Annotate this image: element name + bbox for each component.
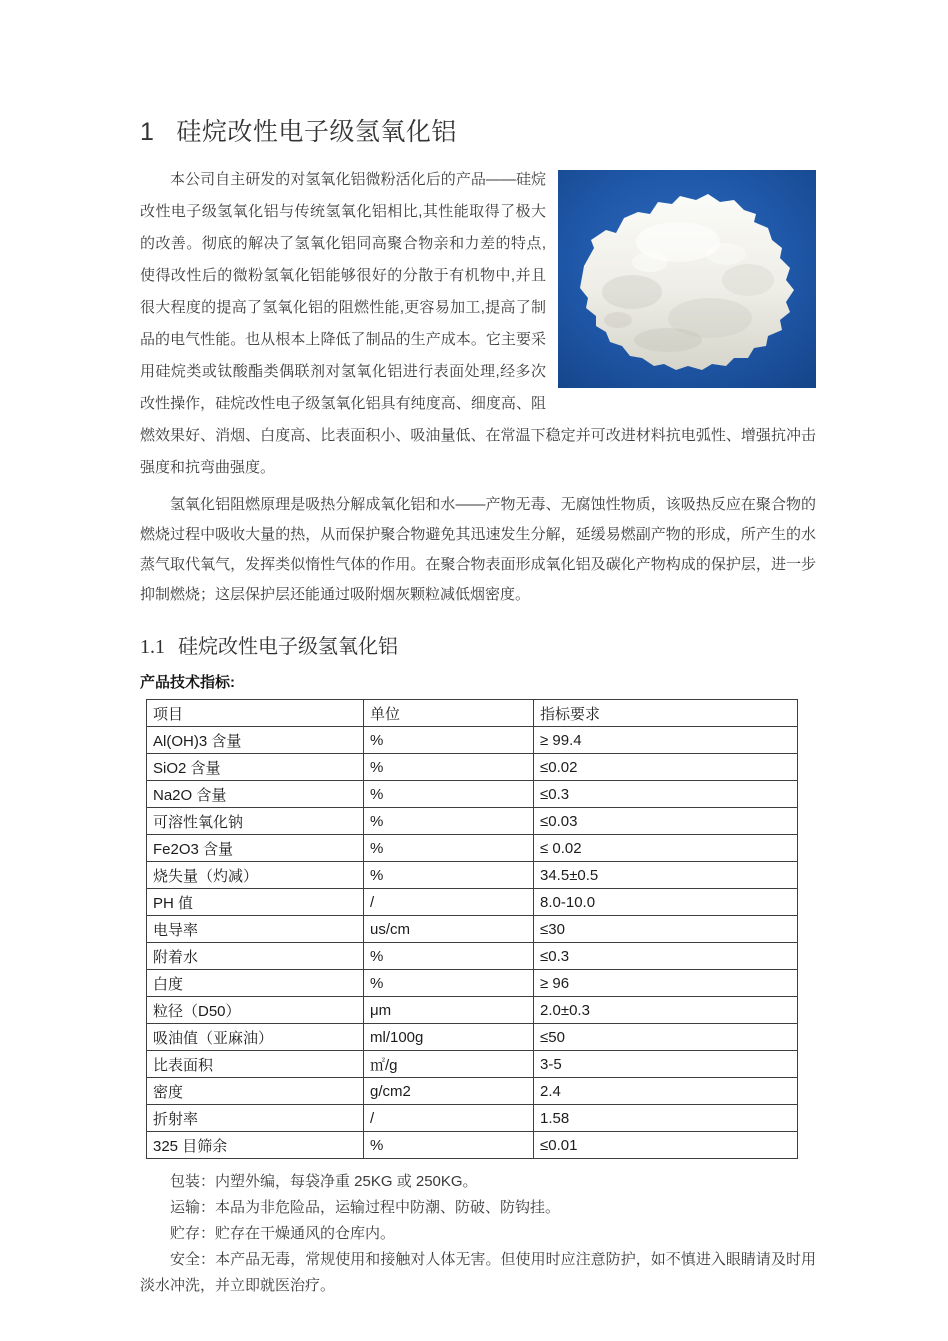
heading-number: 1	[140, 118, 155, 146]
note-storage: 贮存：贮存在干燥通风的仓库内。	[170, 1225, 396, 1242]
spec-table-label: 产品技术指标:	[140, 674, 235, 691]
cell-item: 电导率	[147, 916, 364, 943]
cell-unit: g/cm2	[364, 1078, 534, 1105]
table-row	[147, 754, 798, 781]
table-row	[147, 1051, 798, 1078]
cell-item: Na2O 含量	[147, 781, 364, 808]
cell-value: ≤0.03	[534, 808, 798, 835]
table-row	[147, 862, 798, 889]
cell-item: 烧失量（灼减）	[147, 862, 364, 889]
cell-unit: %	[364, 781, 534, 808]
cell-value: ≤ 0.02	[534, 835, 798, 862]
section-heading-1	[140, 112, 816, 148]
cell-item: 折射率	[147, 1105, 364, 1132]
cell-value: 34.5±0.5	[534, 862, 798, 889]
table-row	[147, 808, 798, 835]
table-row	[147, 916, 798, 943]
flame-retardant-paragraph: 氢氧化铝阻燃原理是吸热分解成氧化铝和水——产物无毒、无腐蚀性物质，该吸热反应在聚合物的燃烧过程中吸收大量的热，从而保护聚合物避免其迅速发生分解，延缓易燃副产物的形成，所产生的水蒸气取代氧气，发挥类似惰性气体的作用。在聚合物表面形成氧化铝及碳化产物构成的保护层，进一步抑制燃烧；这层保护层还能通过吸附烟灰颗粒减低烟密度。	[140, 496, 816, 603]
note-transport: 运输：本品为非危险品，运输过程中防潮、防破、防钩挂。	[170, 1199, 561, 1216]
cell-value: ≤30	[534, 916, 798, 943]
cell-item: PH 值	[147, 889, 364, 916]
cell-item: 比表面积	[147, 1051, 364, 1078]
cell-value: ≤0.02	[534, 754, 798, 781]
cell-item: SiO2 含量	[147, 754, 364, 781]
cell-item: 附着水	[147, 943, 364, 970]
heading-title: 硅烷改性电子级氢氧化铝	[176, 118, 457, 146]
cell-value: 8.0-10.0	[534, 889, 798, 916]
cell-unit: /	[364, 889, 534, 916]
document-content	[140, 112, 816, 1299]
table-row	[147, 727, 798, 754]
cell-unit: us/cm	[364, 916, 534, 943]
intro-paragraph: 本公司自主研发的对氢氧化铝微粉活化后的产品——硅烷改性电子级氢氧化铝与传统氢氧化铝相比,其性能取得了极大的改善。彻底的解决了氢氧化铝同高聚合物亲和力差的特点,使得改性后的微粉氢氧化铝能够很好的分散于有机物中,并且很大程度的提高了氢氧化铝的阻燃性能,更容易加工,提高了制品的电气性能。也从根本上降低了制品的生产成本。它主要采用硅烷类或钛酸酯类偶联剂对氢氧化铝进行表面处理,经多次改性操作，硅烷改性电子级氢氧化铝具有纯度高、细度高、阻燃效果好、消烟、白度高、比表面积小、吸油量低、在常温下稳定并可改进材料抗电弧性、增强抗冲击强度和抗弯曲强度。	[140, 171, 816, 476]
cell-unit: %	[364, 970, 534, 997]
cell-item: Al(OH)3 含量	[147, 727, 364, 754]
note-packaging: 包装：内塑外编，每袋净重 25KG 或 250KG。	[170, 1173, 478, 1190]
cell-item: 吸油值（亚麻油）	[147, 1024, 364, 1051]
spec-table	[146, 699, 798, 1159]
cell-value: 2.0±0.3	[534, 997, 798, 1024]
table-row	[147, 1132, 798, 1159]
cell-value: 3-5	[534, 1051, 798, 1078]
subheading-number: 1.1	[140, 636, 165, 658]
table-row	[147, 997, 798, 1024]
cell-item: Fe2O3 含量	[147, 835, 364, 862]
cell-unit: %	[364, 943, 534, 970]
cell-value: ≤0.01	[534, 1132, 798, 1159]
cell-item: 可溶性氧化钠	[147, 808, 364, 835]
powder-photo-graphic	[558, 170, 816, 388]
table-row	[147, 1105, 798, 1132]
cell-unit: %	[364, 727, 534, 754]
table-row	[147, 781, 798, 808]
table-row	[147, 943, 798, 970]
subheading-title: 硅烷改性电子级氢氧化铝	[178, 636, 398, 658]
cell-value: ≤0.3	[534, 781, 798, 808]
cell-value: ≤50	[534, 1024, 798, 1051]
cell-value: ≥ 99.4	[534, 727, 798, 754]
col-header-item: 项目	[147, 700, 364, 727]
cell-item: 白度	[147, 970, 364, 997]
cell-value: 2.4	[534, 1078, 798, 1105]
note-safety: 安全：本产品无毒，常规使用和接触对人体无害。但使用时应注意防护，如不慎进入眼睛请及时用淡水冲洗，并立即就医治疗。	[140, 1251, 816, 1294]
cell-unit: %	[364, 754, 534, 781]
spec-table-header-row	[147, 700, 798, 727]
cell-item: 密度	[147, 1078, 364, 1105]
cell-unit: %	[364, 808, 534, 835]
cell-item: 325 目筛余	[147, 1132, 364, 1159]
cell-unit: μm	[364, 997, 534, 1024]
table-row	[147, 889, 798, 916]
cell-unit: ㎡/g	[364, 1051, 534, 1078]
cell-unit: %	[364, 1132, 534, 1159]
intro-block	[140, 164, 816, 484]
section-heading-1-1	[140, 630, 816, 659]
cell-unit: ml/100g	[364, 1024, 534, 1051]
cell-unit: %	[364, 862, 534, 889]
table-row	[147, 1024, 798, 1051]
col-header-unit: 单位	[364, 700, 534, 727]
table-row	[147, 1078, 798, 1105]
product-photo	[558, 170, 816, 388]
cell-item: 粒径（D50）	[147, 997, 364, 1024]
col-header-requirement: 指标要求	[534, 700, 798, 727]
cell-value: 1.58	[534, 1105, 798, 1132]
cell-unit: /	[364, 1105, 534, 1132]
notes-block	[140, 1169, 816, 1299]
cell-value: ≤0.3	[534, 943, 798, 970]
cell-value: ≥ 96	[534, 970, 798, 997]
table-row	[147, 970, 798, 997]
cell-unit: %	[364, 835, 534, 862]
table-row	[147, 835, 798, 862]
